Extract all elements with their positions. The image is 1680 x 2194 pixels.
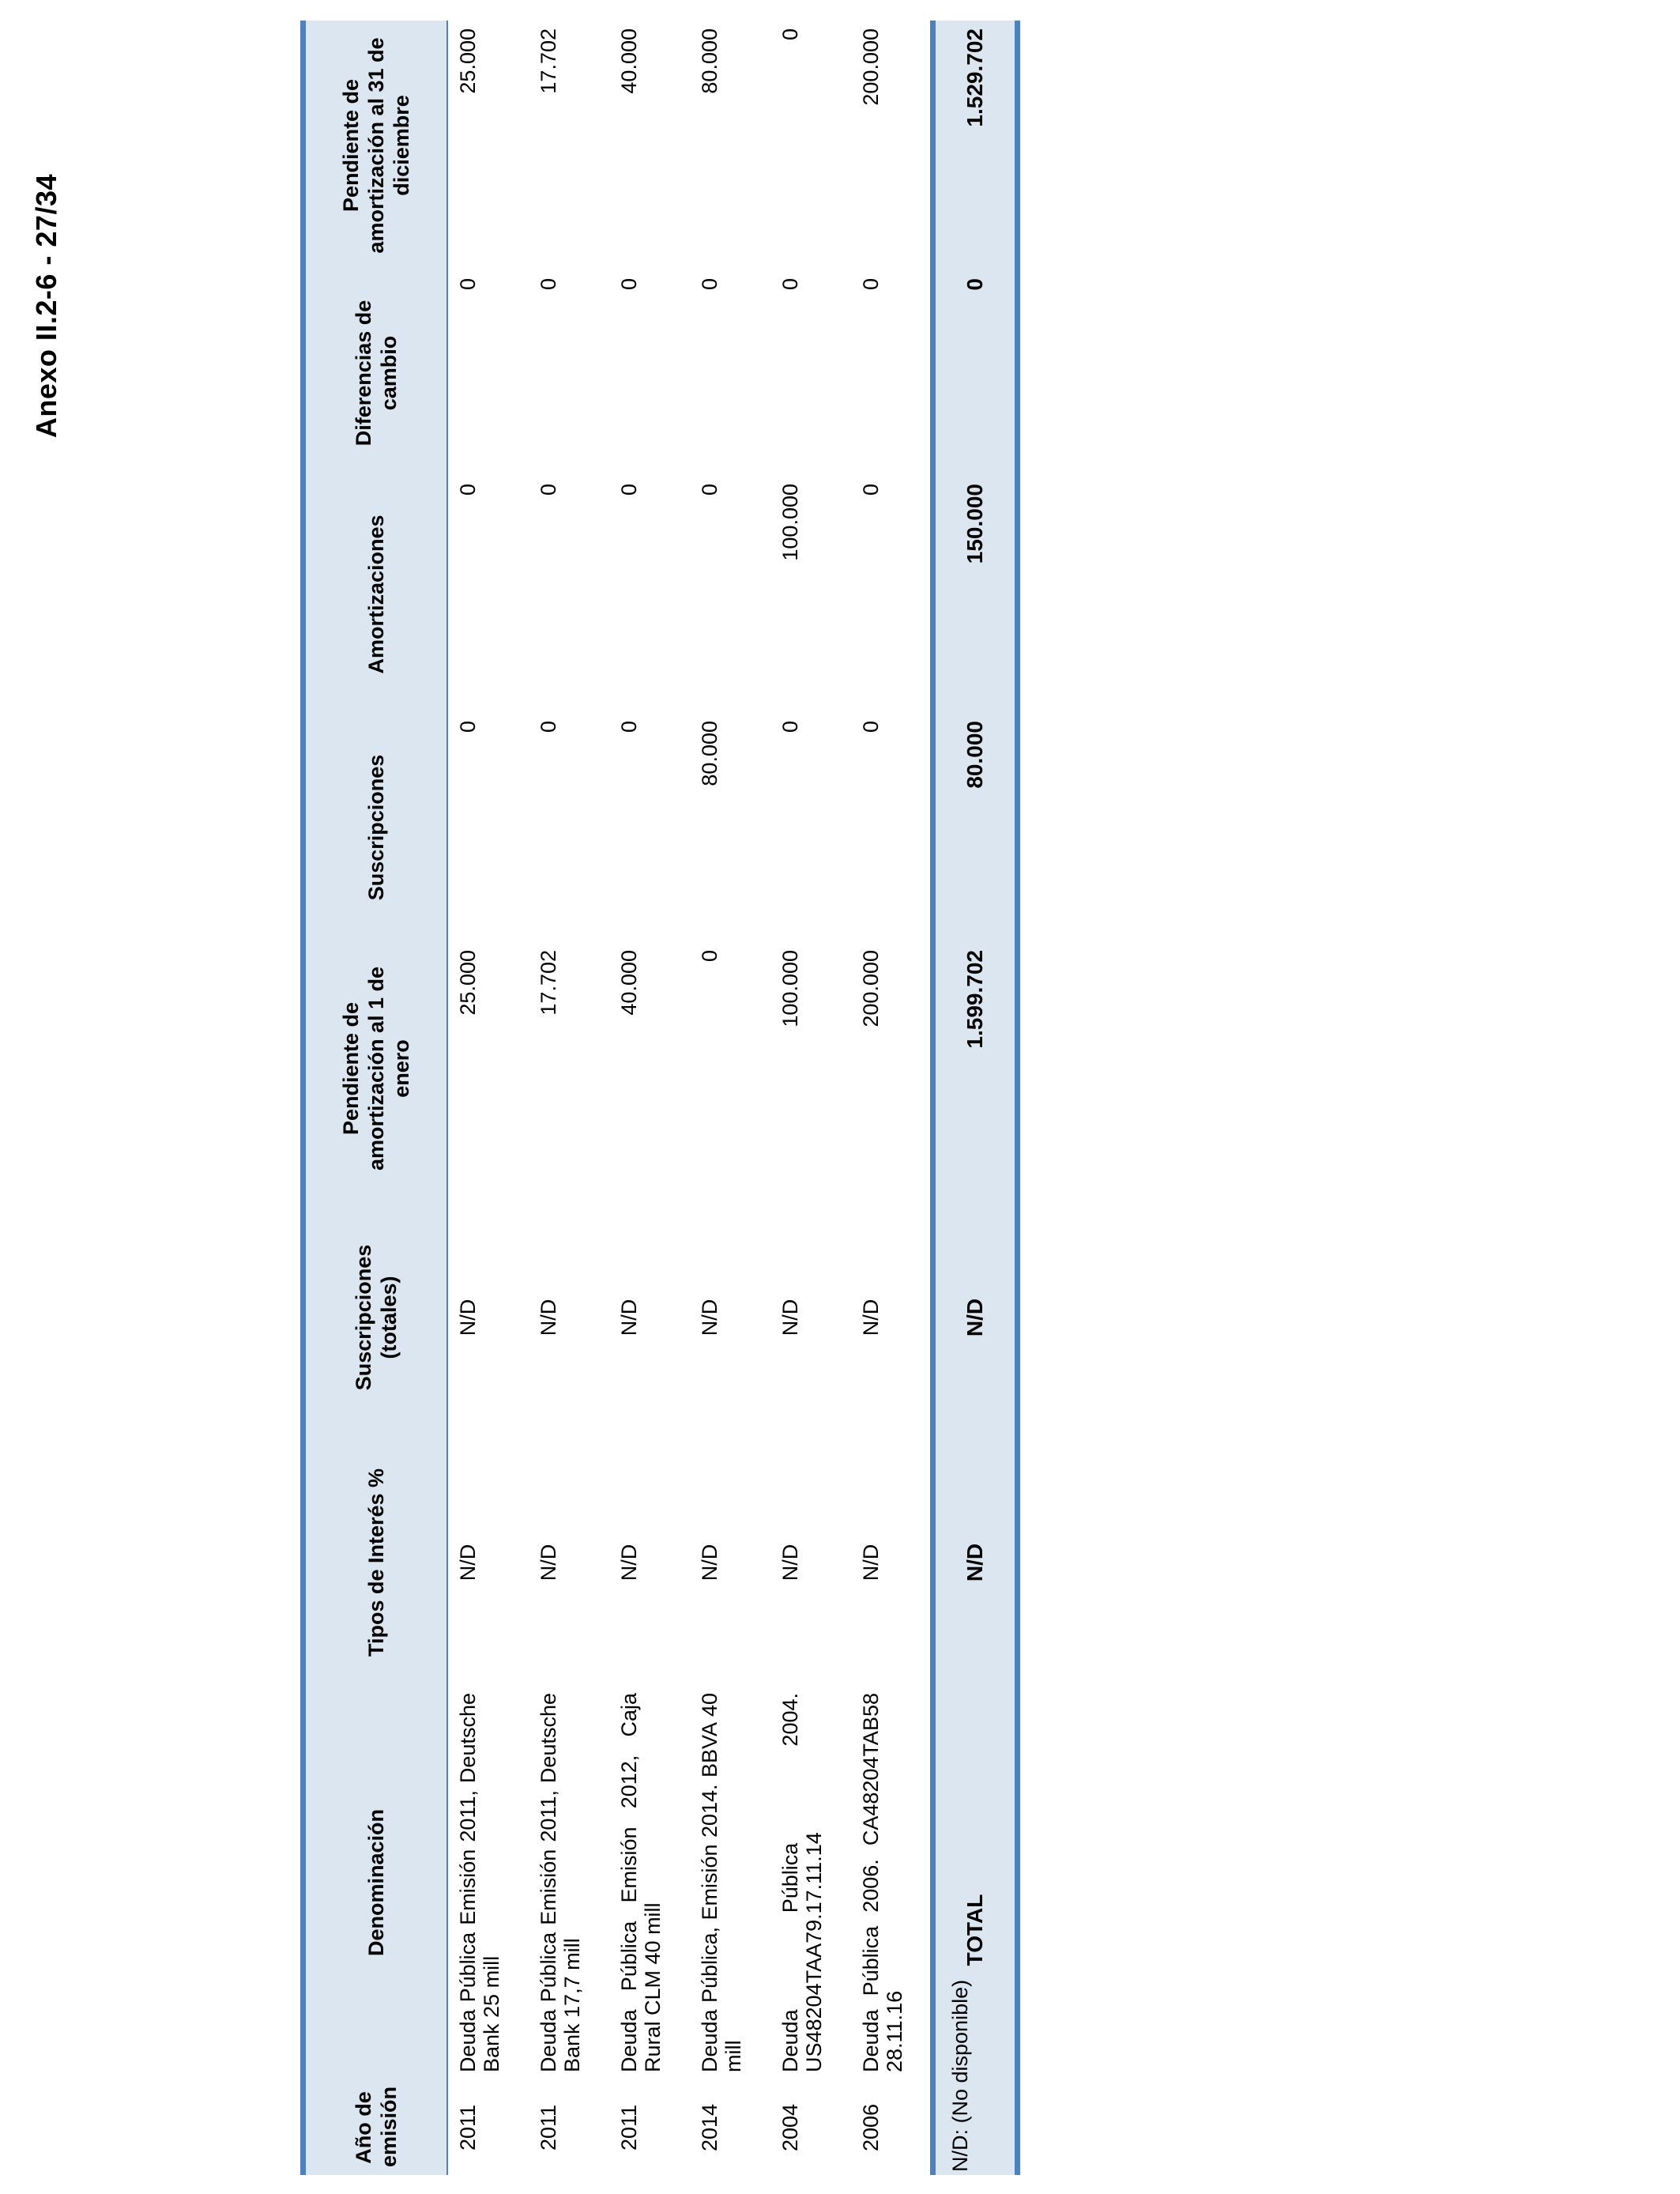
col-header-pendiente-diciembre: Pendiente de amortización al 31 de diciembre (303, 21, 448, 270)
table-row (688, 21, 769, 2175)
cell-diferencias-cambio: 0 (778, 278, 802, 291)
total-row (933, 21, 1018, 2175)
total-pendiente-enero: 1.599.702 (933, 942, 1018, 1195)
cell-pendiente-diciembre: 200.000 (859, 28, 883, 106)
cell-tipo-interes: N/D (859, 1544, 883, 1581)
cell-tipo-interes: N/D (617, 1544, 641, 1581)
cell-pendiente-enero: 0 (698, 950, 721, 963)
cell-suscripciones: 80.000 (698, 721, 721, 786)
cell-suscripciones: 0 (537, 721, 560, 733)
cell-denominacion: Deuda Pública 2004. US48204TAA79.17.11.14 (778, 1693, 826, 2072)
total-amortizaciones: 150.000 (933, 476, 1018, 713)
total-suscripciones-totales: N/D (933, 1195, 1018, 1440)
cell-suscripciones: 0 (617, 721, 641, 733)
cell-amortizaciones: 100.000 (778, 484, 802, 561)
cell-suscripciones-totales: N/D (778, 1299, 802, 1336)
cell-pendiente-enero: 17.702 (537, 950, 560, 1016)
total-suscripciones: 80.000 (933, 713, 1018, 942)
cell-tipo-interes: N/D (456, 1544, 480, 1581)
cell-pendiente-diciembre: 0 (778, 28, 802, 41)
cell-suscripciones-totales: N/D (456, 1299, 480, 1336)
col-header-amortizaciones: Amortizaciones (303, 476, 448, 713)
total-tipo-interes: N/D (933, 1440, 1018, 1685)
cell-year: 2014 (698, 2103, 721, 2152)
col-header-tipo-interes: Tipos de Interés % (303, 1440, 448, 1685)
cell-denominacion: Deuda Pública Emisión 2011, Deutsche Bank 17,7 mill (537, 1693, 584, 2072)
total-diferencias-cambio: 0 (933, 270, 1018, 476)
cell-diferencias-cambio: 0 (859, 278, 883, 291)
cell-suscripciones: 0 (859, 721, 883, 733)
cell-suscripciones-totales: N/D (537, 1299, 560, 1336)
cell-pendiente-diciembre: 17.702 (537, 28, 560, 94)
page-title: Anexo II.2-6 - 27/34 (30, 174, 62, 439)
cell-year: 2011 (456, 2104, 480, 2151)
table-row (849, 21, 933, 2175)
cell-suscripciones: 0 (778, 721, 802, 733)
cell-denominacion: Deuda Pública, Emisión 2014. BBVA 40 mill (698, 1693, 745, 2072)
debt-table (300, 21, 1020, 2175)
cell-amortizaciones: 0 (698, 484, 721, 496)
cell-diferencias-cambio: 0 (537, 278, 560, 291)
cell-tipo-interes: N/D (698, 1544, 721, 1581)
col-header-denominacion: Denominación (303, 1685, 448, 2080)
table-row (527, 21, 608, 2175)
cell-pendiente-enero: 200.000 (859, 950, 883, 1027)
cell-year: 2006 (859, 2103, 883, 2152)
cell-pendiente-diciembre: 80.000 (698, 28, 721, 94)
col-header-year: Año de emisión (303, 2080, 448, 2175)
col-header-diferencias-cambio: Diferencias de cambio (303, 270, 448, 476)
cell-amortizaciones: 0 (617, 484, 641, 496)
col-header-suscripciones: Suscripciones (303, 713, 448, 942)
col-header-suscripciones-totales: Suscripciones (totales) (303, 1195, 448, 1440)
cell-suscripciones: 0 (456, 721, 480, 733)
cell-year: 2011 (617, 2104, 641, 2151)
cell-amortizaciones: 0 (456, 484, 480, 496)
cell-diferencias-cambio: 0 (456, 278, 480, 291)
cell-tipo-interes: N/D (778, 1544, 802, 1581)
cell-pendiente-diciembre: 40.000 (617, 28, 641, 94)
table-row (608, 21, 688, 2175)
cell-denominacion: Deuda Pública 2006. CA48204TAB58 28.11.16 (859, 1693, 906, 2072)
col-header-pendiente-enero: Pendiente de amortización al 1 de enero (303, 942, 448, 1195)
cell-pendiente-enero: 100.000 (778, 950, 802, 1027)
cell-year: 2004 (778, 2103, 802, 2152)
table-row (769, 21, 849, 2175)
cell-suscripciones-totales: N/D (698, 1299, 721, 1336)
cell-amortizaciones: 0 (537, 484, 560, 496)
cell-pendiente-enero: 25.000 (456, 950, 480, 1016)
footnote: N/D: (No disponible) (948, 1979, 972, 2172)
cell-pendiente-diciembre: 25.000 (456, 28, 480, 94)
table-header-row (303, 21, 448, 2175)
table-container (300, 13, 1020, 2175)
cell-diferencias-cambio: 0 (617, 278, 641, 291)
cell-suscripciones-totales: N/D (617, 1299, 641, 1336)
cell-denominacion: Deuda Pública Emisión 2012, Caja Rural CLM 40 mill (617, 1693, 665, 2072)
cell-amortizaciones: 0 (859, 484, 883, 496)
total-label: TOTAL (933, 1685, 1018, 2175)
total-pendiente-diciembre: 1.529.702 (933, 21, 1018, 270)
cell-suscripciones-totales: N/D (859, 1299, 883, 1336)
cell-tipo-interes: N/D (537, 1544, 560, 1581)
table-row (447, 21, 527, 2175)
cell-year: 2011 (537, 2104, 560, 2151)
cell-pendiente-enero: 40.000 (617, 950, 641, 1016)
cell-denominacion: Deuda Pública Emisión 2011, Deutsche Bank 25 mill (456, 1693, 503, 2072)
cell-diferencias-cambio: 0 (698, 278, 721, 291)
